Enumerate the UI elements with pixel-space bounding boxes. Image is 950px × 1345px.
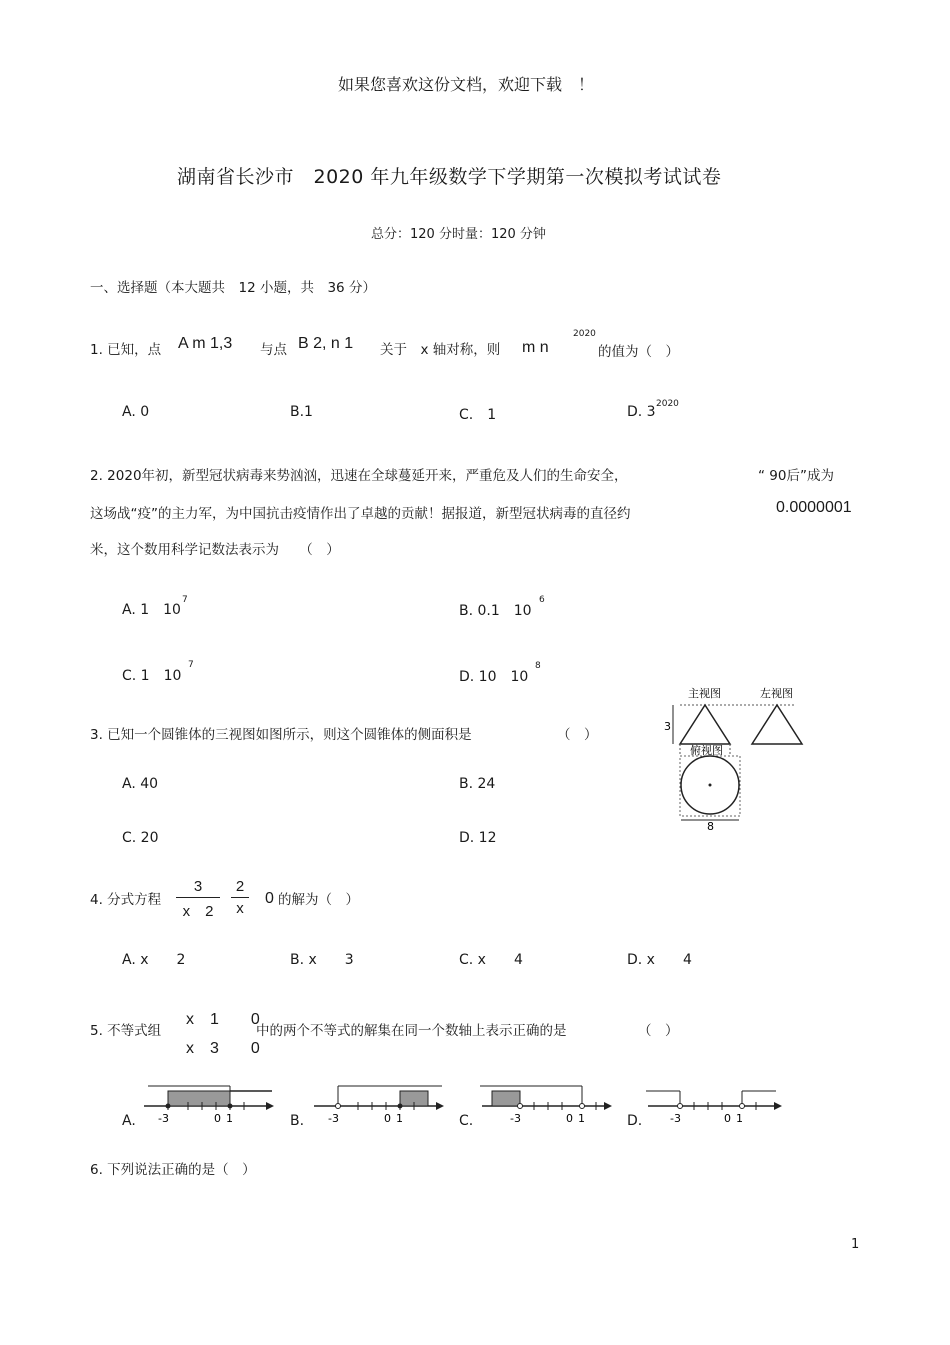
q2-option-d-exp: 8 (535, 661, 541, 671)
q3-option-c: C. 20 (122, 830, 159, 846)
circle-center (709, 784, 712, 787)
three-view-figure (660, 684, 820, 832)
width-label: 8 (707, 820, 714, 832)
q1-prefix: 1. 已知，点 (90, 342, 162, 358)
q5-option-d-label: D. (627, 1113, 643, 1129)
left-view-label: 左视图 (760, 687, 793, 700)
tick-label-minus3: -3 (510, 1112, 521, 1125)
tick-label-minus3: -3 (670, 1112, 681, 1125)
q2-line-2: 这场战“疫”的主力军，为中国抗击疫情作出了卓越的贡献！据报道，新型冠状病毒的直径约 (90, 506, 631, 522)
q3-paren: （ ） (557, 727, 598, 743)
q2-option-b: B. 0.1 10 (459, 603, 532, 619)
q4-frac2-denominator: x (236, 900, 244, 917)
number-line-b (310, 1080, 446, 1128)
section-heading: 一、选择题（本大题共 12 小题，共 36 分） (90, 280, 376, 296)
tick-label-1: 1 (578, 1112, 585, 1125)
q5-option-b-label: B. (290, 1113, 305, 1129)
q4-option-a: A. x 2 (122, 952, 186, 968)
number-line-a (140, 1080, 276, 1128)
tick-label-0: 0 (566, 1112, 573, 1125)
q1-option-c: C. 1 (459, 407, 497, 423)
q3-option-b: B. 24 (459, 776, 496, 792)
q4-option-d: D. x 4 (627, 952, 692, 968)
top-view-label: 俯视图 (690, 744, 723, 757)
left-view-triangle (752, 705, 802, 744)
q4-fraction-1 (176, 878, 220, 921)
q3-option-d: D. 12 (459, 830, 497, 846)
q1-option-a: A. 0 (122, 404, 150, 420)
q5-paren: （ ） (638, 1023, 679, 1039)
q3-text: 3. 已知一个圆锥体的三视图如图所示，则这个圆锥体的侧面积是 (90, 727, 472, 743)
q2-option-c: C. 1 10 (122, 668, 182, 684)
number-line-d (644, 1080, 784, 1128)
q3-option-a: A. 40 (122, 776, 159, 792)
q2-option-a-exp: 7 (182, 595, 188, 605)
q1-tail: 的值为（ ） (598, 344, 679, 360)
q1-expr: m n (522, 339, 549, 356)
q4-prefix: 4. 分式方程 (90, 892, 162, 908)
q1-option-d: D. 3 (627, 404, 656, 420)
q5-tail: 中的两个不等式的解集在同一个数轴上表示正确的是 (256, 1023, 567, 1039)
q4-zero: 0 (265, 890, 274, 907)
q5-option-c-label: C. (459, 1113, 474, 1129)
q1-exponent: 2020 (573, 329, 596, 339)
q2-option-a: A. 1 10 (122, 602, 181, 618)
q2-option-c-exp: 7 (188, 660, 194, 670)
q1-rest: 关于 x 轴对称，则 (380, 342, 501, 358)
front-view-triangle (680, 705, 730, 744)
front-view-label: 主视图 (688, 687, 721, 700)
q5-prefix: 5. 不等式组 (90, 1023, 162, 1039)
q2-option-d: D. 10 10 (459, 669, 529, 685)
q4-tail: 的解为（ ） (278, 892, 359, 908)
tick-label-0: 0 (724, 1112, 731, 1125)
tick-label-minus3: -3 (328, 1112, 339, 1125)
tick-label-1: 1 (396, 1112, 403, 1125)
height-label: 3 (664, 720, 671, 733)
q2-line-3: 米，这个数用科学记数法表示为 （ ） (90, 542, 340, 558)
q1-point-b: B 2, n 1 (298, 335, 354, 352)
page-title: 湖南省长沙市 2020 年九年级数学下学期第一次模拟考试试卷 (177, 166, 722, 188)
q2-line-1-right: “ 90后”成为 (758, 468, 834, 484)
q5-option-a-label: A. (122, 1113, 136, 1129)
q1-point-a: A m 1,3 (178, 335, 233, 352)
q5-inequality-1: x 1 0 (186, 1011, 260, 1028)
q2-diameter: 0.0000001 (776, 499, 852, 516)
tick-label-1: 1 (226, 1112, 233, 1125)
q4-frac1-denominator: x 2 (182, 903, 214, 920)
tick-label-0: 0 (384, 1112, 391, 1125)
q4-frac2-numerator: 2 (231, 878, 249, 898)
q1-mid: 与点 (260, 342, 287, 358)
header-note: 如果您喜欢这份文档，欢迎下载 ！ (338, 75, 595, 94)
page-subtitle: 总分：120 分时量：120 分钟 (371, 227, 546, 242)
q1-option-b: B.1 (290, 404, 313, 420)
tick-label-minus3: -3 (158, 1112, 169, 1125)
q4-fraction-2 (231, 878, 249, 917)
q1-option-d-exponent: 2020 (656, 399, 679, 409)
q4-option-b: B. x 3 (290, 952, 354, 968)
page-number: 1 (851, 1237, 860, 1252)
number-line-c (478, 1080, 614, 1128)
q4-frac1-numerator: 3 (176, 878, 220, 898)
tick-label-1: 1 (736, 1112, 743, 1125)
q2-option-b-exp: 6 (539, 595, 545, 605)
question-6: 6. 下列说法正确的是（ ） (90, 1162, 256, 1178)
tick-label-0: 0 (214, 1112, 221, 1125)
q4-option-c: C. x 4 (459, 952, 523, 968)
q2-line-1: 2. 2020年初，新型冠状病毒来势汹汹，迅速在全球蔓延开来，严重危及人们的生命安全， (90, 468, 628, 484)
q5-inequality-2: x 3 0 (186, 1040, 260, 1057)
